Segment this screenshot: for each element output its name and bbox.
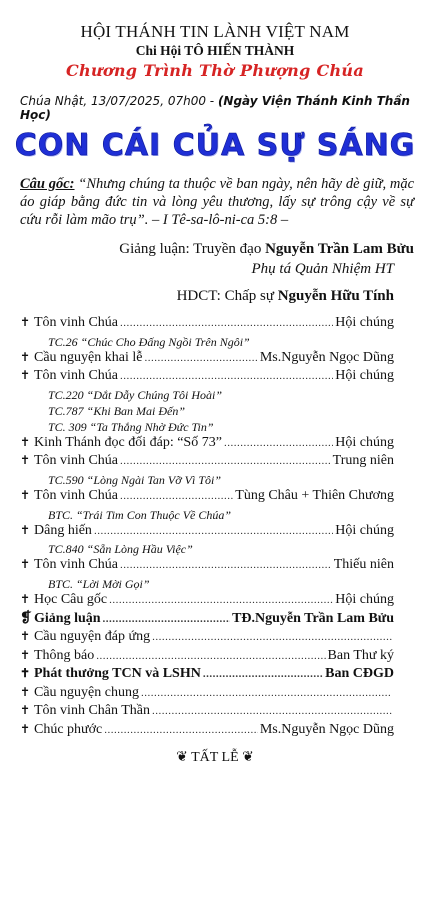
order-item-label: Tôn vinh Chúa <box>34 453 118 469</box>
preacher-label: Giảng luận: Truyền đạo <box>119 241 262 257</box>
preacher-line <box>28 241 414 258</box>
cross-icon: ✝ <box>20 453 31 468</box>
cross-icon: ✝ <box>20 721 31 736</box>
fleuron-icon: ❦ <box>242 749 254 765</box>
order-item-label: Tôn vinh Chúa <box>34 368 118 384</box>
order-item-label: Cầu nguyện đáp ứng <box>34 628 151 644</box>
dot-leader <box>109 592 333 608</box>
order-item-label: Chúc phước <box>34 721 103 737</box>
dot-leader <box>94 523 333 539</box>
dot-leader <box>120 315 333 331</box>
sermon-title: CON CÁI CỦA SỰ SÁNG <box>14 128 416 163</box>
hymn-reference: TC.787 “Khi Ban Mai Đến” <box>48 403 186 418</box>
cross-icon: ✝ <box>20 666 31 681</box>
closing-label: TẤT LỄ <box>191 749 239 765</box>
preacher-name: Nguyễn Trần Lam Bửu <box>265 241 414 257</box>
order-item-responsible: TĐ.Nguyễn Trần Lam Bửu <box>232 611 394 627</box>
dot-leader <box>152 703 392 719</box>
cross-icon: ✝ <box>20 487 31 502</box>
dot-leader <box>144 350 257 366</box>
key-verse-ref: – I Tê-sa-lô-ni-ca 5:8 – <box>151 212 289 228</box>
order-item-label: Giảng luận <box>34 611 101 627</box>
order-item-label: Tôn vinh Chúa <box>34 557 118 573</box>
key-verse-text: “Nhưng chúng ta thuộc về ban ngày, nên hãy dè giữ, mặc áo giáp bằng đức tin và lòng yêu thương, lấy sự trông cậy về sự cứu rỗi làm mão trụ”. <box>20 176 415 228</box>
dot-leader <box>152 629 392 645</box>
order-item-label: Tôn vinh Chúa <box>34 315 118 330</box>
hymn-reference: TC. 309 “Ta Thắng Nhờ Đức Tin” <box>48 419 214 434</box>
order-item-responsible: Hội chúng <box>335 368 394 384</box>
hdct-name: Nguyễn Hữu Tính <box>277 288 394 304</box>
cross-icon: ✝ <box>20 315 31 329</box>
hymn-reference: TC.590 “Lòng Ngài Tan Vỡ Vì Tôi” <box>48 472 222 487</box>
order-item-label: Cầu nguyện khai lễ <box>34 349 143 365</box>
order-item <box>20 666 394 685</box>
service-occasion: (Ngày Viện Thánh Kinh Thần Học) <box>20 94 410 122</box>
order-item <box>20 453 394 472</box>
order-item-responsible: Ms.Nguyễn Ngọc Dũng <box>259 349 394 365</box>
order-item <box>20 722 394 741</box>
order-of-service <box>20 315 394 741</box>
order-item <box>20 488 394 507</box>
order-item <box>20 435 394 454</box>
order-item <box>20 523 394 542</box>
cross-icon: ✝ <box>20 557 31 572</box>
order-item-responsible: Ms.Nguyễn Ngọc Dũng <box>259 721 394 737</box>
cross-icon: ✝ <box>20 591 31 606</box>
cross-icon: ✝ <box>20 368 31 383</box>
hdct-line <box>0 288 394 305</box>
order-item <box>20 350 394 369</box>
order-item <box>20 648 394 667</box>
dot-leader <box>120 488 233 504</box>
fleuron-icon: ❦ <box>176 749 188 765</box>
service-dateline <box>20 94 430 122</box>
dot-leader <box>96 648 325 664</box>
order-item-label: Tôn vinh Chúa <box>34 487 118 503</box>
dot-leader <box>203 666 323 682</box>
order-item-label: Kinh Thánh đọc đối đáp: “Số 73” <box>34 434 222 450</box>
hymn-reference: BTC. “Trái Tim Con Thuộc Về Chúa” <box>48 507 232 522</box>
order-item-responsible: Thiếu niên <box>333 557 394 573</box>
dot-leader <box>141 685 392 701</box>
cross-icon: ✝ <box>20 703 31 718</box>
dot-leader <box>120 557 332 573</box>
dot-leader <box>103 611 231 627</box>
order-item-label: Tôn vinh Chân Thần <box>34 703 151 719</box>
open-book-icon: ❡ <box>20 611 32 627</box>
order-item-responsible: Ban CĐGD <box>325 666 394 682</box>
order-item <box>20 685 394 704</box>
order-item-label: Cầu nguyện chung <box>34 684 139 700</box>
header <box>0 22 430 80</box>
hymn-reference: BTC. “Lời Mời Gọi” <box>48 576 150 591</box>
cross-icon: ✝ <box>20 628 31 643</box>
church-name: HỘI THÁNH TIN LÀNH VIỆT NAM <box>80 22 350 41</box>
hymn-reference: TC.220 “Dắt Dẫy Chúng Tôi Hoài” <box>48 387 223 402</box>
order-item-responsible: Trung niên <box>332 453 394 469</box>
order-item-responsible: Hội chúng <box>335 434 394 450</box>
order-item-responsible: Tùng Châu + Thiên Chương <box>235 487 394 503</box>
order-item-label: Phát thưởng TCN và LSHN <box>34 666 201 682</box>
order-item <box>20 629 394 648</box>
branch-name: Chi Hội TÔ HIẾN THÀNH <box>135 43 295 58</box>
cross-icon: ✝ <box>20 647 31 662</box>
cross-icon: ✝ <box>20 522 31 537</box>
order-item <box>20 315 394 334</box>
hymn-reference: TC.26 “Chúc Cho Đấng Ngồi Trên Ngôi” <box>48 334 250 349</box>
key-verse-label: Câu gốc: <box>20 176 75 192</box>
hdct-label: HDCT: Chấp sự <box>176 288 274 304</box>
closing <box>0 749 430 766</box>
cross-icon: ✝ <box>20 684 31 699</box>
order-item-responsible: Hội chúng <box>335 522 394 538</box>
order-item-responsible: Hội chúng <box>335 591 394 607</box>
dot-leader <box>120 453 331 469</box>
dot-leader <box>120 368 333 384</box>
service-date: Chúa Nhật, 13/07/2025, 07h00 - <box>20 94 215 108</box>
order-item-label: Học Câu gốc <box>34 591 108 607</box>
order-item-responsible: Hội chúng <box>335 315 394 330</box>
preacher-role: Phụ tá Quản Nhiệm HT <box>251 261 394 277</box>
order-item <box>20 592 394 611</box>
key-verse <box>20 175 414 229</box>
order-item <box>20 610 394 629</box>
cross-icon: ✝ <box>20 434 31 449</box>
order-item-responsible: Ban Thư ký <box>327 647 394 663</box>
hymn-reference: TC.840 “Sẵn Lòng Hầu Việc” <box>48 542 193 557</box>
dot-leader <box>104 722 258 738</box>
cross-icon: ✝ <box>20 349 31 364</box>
order-item-label: Dâng hiến <box>34 522 92 538</box>
order-item-label: Thông báo <box>34 647 95 663</box>
program-title: Chương Trình Thờ Phượng Chúa <box>65 61 365 80</box>
dot-leader <box>224 435 333 451</box>
order-item <box>20 368 394 387</box>
order-item <box>20 557 394 576</box>
order-item <box>20 703 394 722</box>
